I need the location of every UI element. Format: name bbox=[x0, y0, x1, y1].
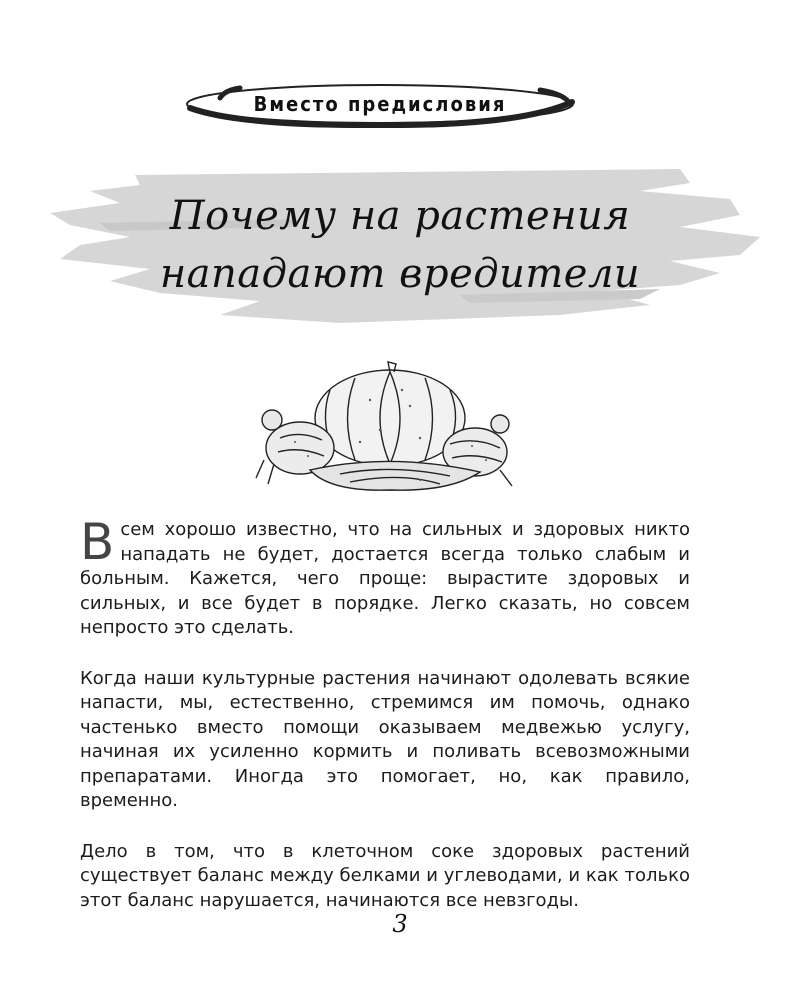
chapter-title-block bbox=[40, 165, 760, 340]
paragraph-1-text: сем хорошо известно, что на сильных и здоровых никто нападать не будет, достается всегда только слабым и больным. Кажется, чего проще: вырастите здоровых и сильных, и все будет в порядке. Легко сказать, но совсем непросто это сделать. bbox=[80, 519, 690, 638]
paragraph-3: Дело в том, что в клеточном соке здоровых растений существует баланс между белками и углеводами, и как только этот баланс нарушается, начинаются все невзгоды. bbox=[80, 840, 690, 911]
page-number: 3 bbox=[392, 910, 408, 938]
chapter-title-line-1: Почему на растения bbox=[169, 193, 631, 239]
vegetables-pumpkin-illustration bbox=[250, 360, 520, 495]
pumpkin-icon bbox=[250, 360, 520, 495]
section-label: Вместо предисловия bbox=[253, 92, 507, 116]
article-body bbox=[80, 513, 690, 939]
dropcap-letter: В bbox=[80, 513, 115, 571]
section-header bbox=[180, 80, 580, 128]
chapter-title-line-2: нападают вредители bbox=[159, 251, 641, 297]
paragraph-1 bbox=[80, 513, 690, 641]
paragraph-2: Когда наши культурные растения начинают одолевать всякие напасти, мы, естественно, стремимся им помочь, однако частенько вместо помощи оказываем медвежью услугу, начиная их усиленно кормить и поливать всевозможными препаратами. Иногда это помогает, но, как правило, временно. bbox=[80, 667, 690, 811]
chapter-title bbox=[40, 187, 760, 303]
